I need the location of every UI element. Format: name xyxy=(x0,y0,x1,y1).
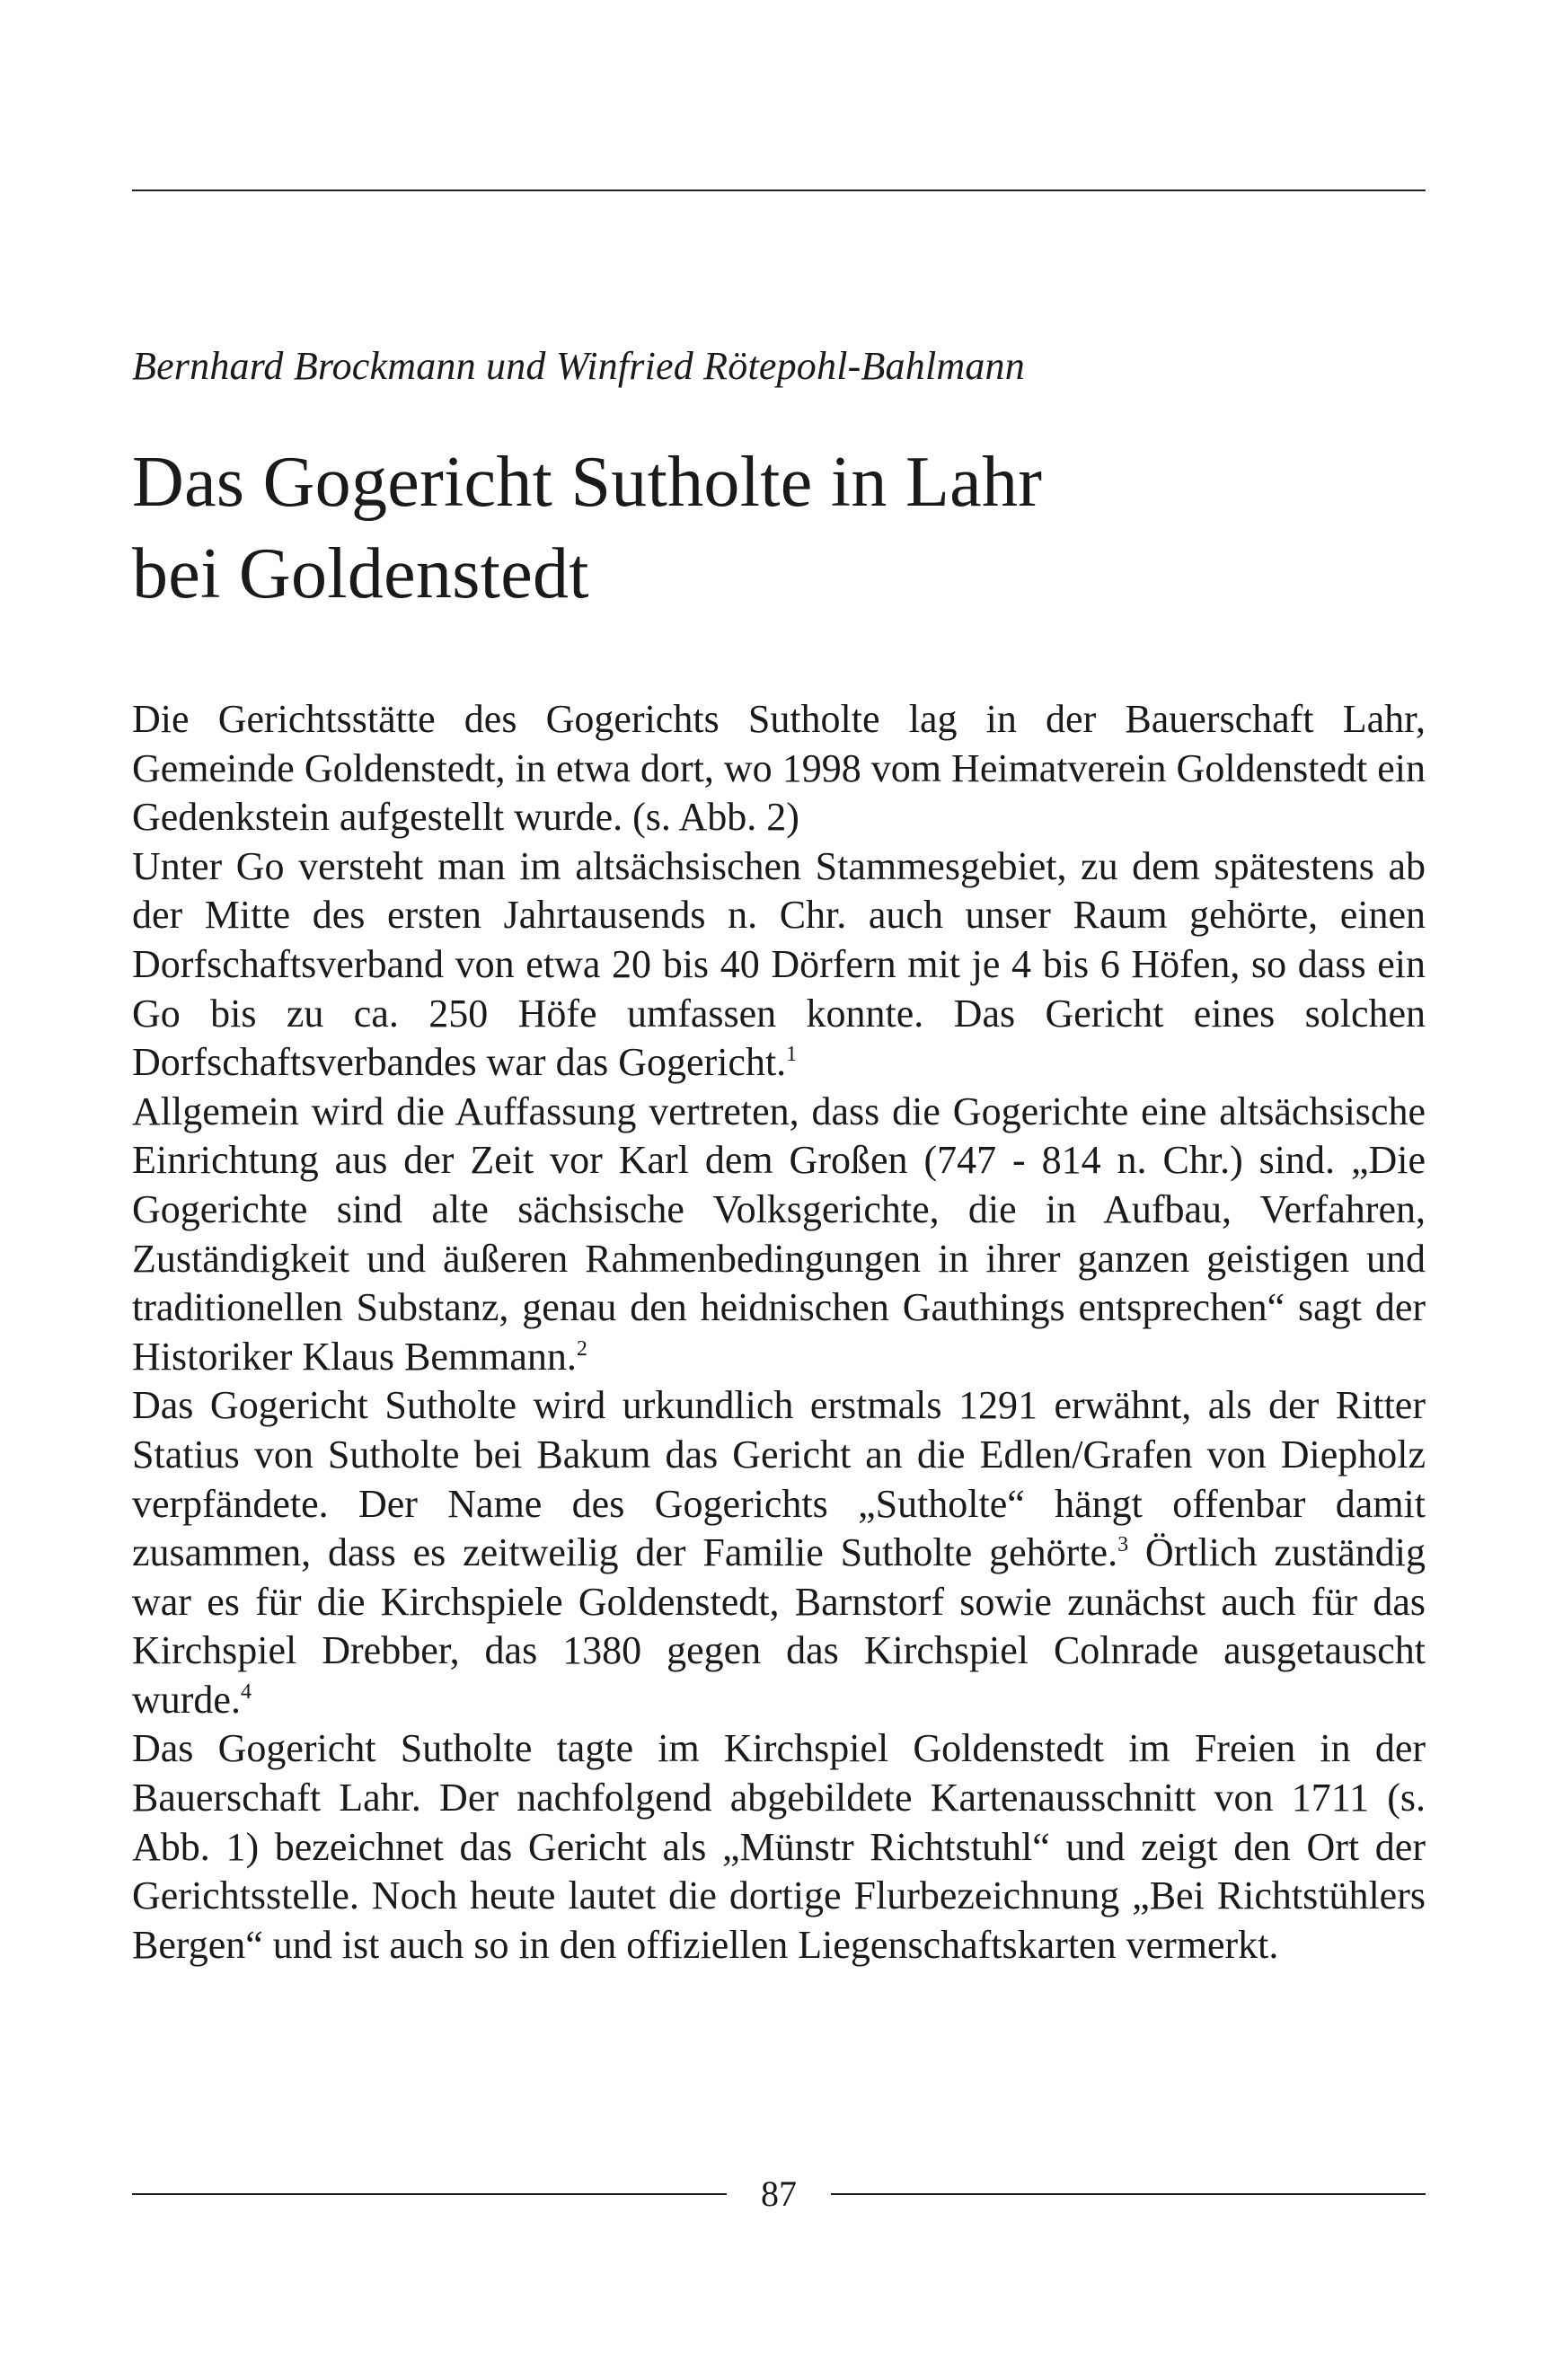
article-authors: Bernhard Brockmann und Winfried Rötepohl-Bahlmann xyxy=(132,344,1025,388)
paragraph-text: Die Gerichtsstätte des Gogerichts Sutholte lag in der Bauerschaft Lahr, Gemeinde Goldenstedt, in etwa dort, wo 1998 vom Heimatverein Goldenstedt ein Gedenkstein aufgestellt wurde. (s. Abb. 2) xyxy=(132,697,1426,840)
paragraph-3 xyxy=(132,1088,1426,1382)
page-footer xyxy=(132,2172,1426,2217)
footer-rule-left xyxy=(132,2193,727,2195)
paragraph-text: Örtlich zuständig war es für die Kirchspiele Goldenstedt, Barnstorf sowie zunächst auch für das Kirchspiel Drebber, das 1380 gegen das Kirchspiel Colnrade ausgetauscht wurde. xyxy=(132,1530,1426,1722)
paragraph-text: Unter Go versteht man im altsächsischen Stammesgebiet, zu dem spätestens ab der Mitte des ersten Jahrtausends n. Chr. auch unser Raum gehörte, einen Dorfschaftsverband von etwa 20 bis 40 Dörfern mit je 4 bis 6 Höfen, so dass ein Go bis zu ca. 250 Höfe umfassen konnte. Das Gericht eines solchen Dorfschaftsverbandes war das Gogericht. xyxy=(132,843,1426,1085)
paragraph-text: Allgemein wird die Auffassung vertreten, dass die Gogerichte eine altsächsische Einrichtung aus der Zeit vor Karl dem Großen (747 - 814 n. Chr.) sind. „Die Gogerichte sind alte sächsische Volksgerichte, die in Aufbau, Verfahren, Zuständigkeit und äußeren Rahmenbedingungen in ihrer ganzen geistigen und traditionellen Substanz, genau den heidnischen Gauthings entsprechen“ sagt der Historiker Klaus Bemmann. xyxy=(132,1089,1426,1379)
header-rule xyxy=(132,190,1426,191)
footnote-marker[interactable]: 3 xyxy=(1117,1533,1129,1557)
article-title xyxy=(132,436,1426,620)
page-number: 87 xyxy=(761,2173,797,2214)
article-title-line-2: bei Goldenstedt xyxy=(132,534,589,613)
paragraph-text: Das Gogericht Sutholte tagte im Kirchspiel Goldenstedt im Freien in der Bauerschaft Lahr. Der nachfolgend abgebildete Kartenausschnitt von 1711 (s. Abb. 1) bezeichnet das Gericht als „Münstr Richtstuhl“ und zeigt den Ort der Gerichtsstelle. Noch heute lautet die dortige Flurbezeichnung „Bei Richtstühlers Bergen“ und ist auch so in den offiziellen Liegenschaftskarten vermerkt. xyxy=(132,1726,1426,1967)
paragraph-text: Das Gogericht Sutholte wird urkundlich erstmals 1291 erwähnt, als der Ritter Statius von Sutholte bei Bakum das Gericht an die Edlen/Grafen von Diepholz verpfändete. Der Name des Gogerichts „Sutholte“ hängt offenbar damit zusammen, dass es zeitweilig der Familie Sutholte gehörte. xyxy=(132,1383,1426,1575)
footnote-marker[interactable]: 2 xyxy=(576,1336,587,1361)
article-title-line-1: Das Gogericht Sutholte in Lahr xyxy=(132,443,1043,522)
footer-rule-right xyxy=(831,2193,1426,2195)
footnote-marker[interactable]: 1 xyxy=(786,1043,798,1067)
footnote-marker[interactable]: 4 xyxy=(240,1679,252,1704)
article-body xyxy=(132,695,1426,1970)
paragraph-2 xyxy=(132,842,1426,1088)
paragraph-1 xyxy=(132,695,1426,842)
paragraph-4 xyxy=(132,1381,1426,1724)
paragraph-5 xyxy=(132,1724,1426,1970)
